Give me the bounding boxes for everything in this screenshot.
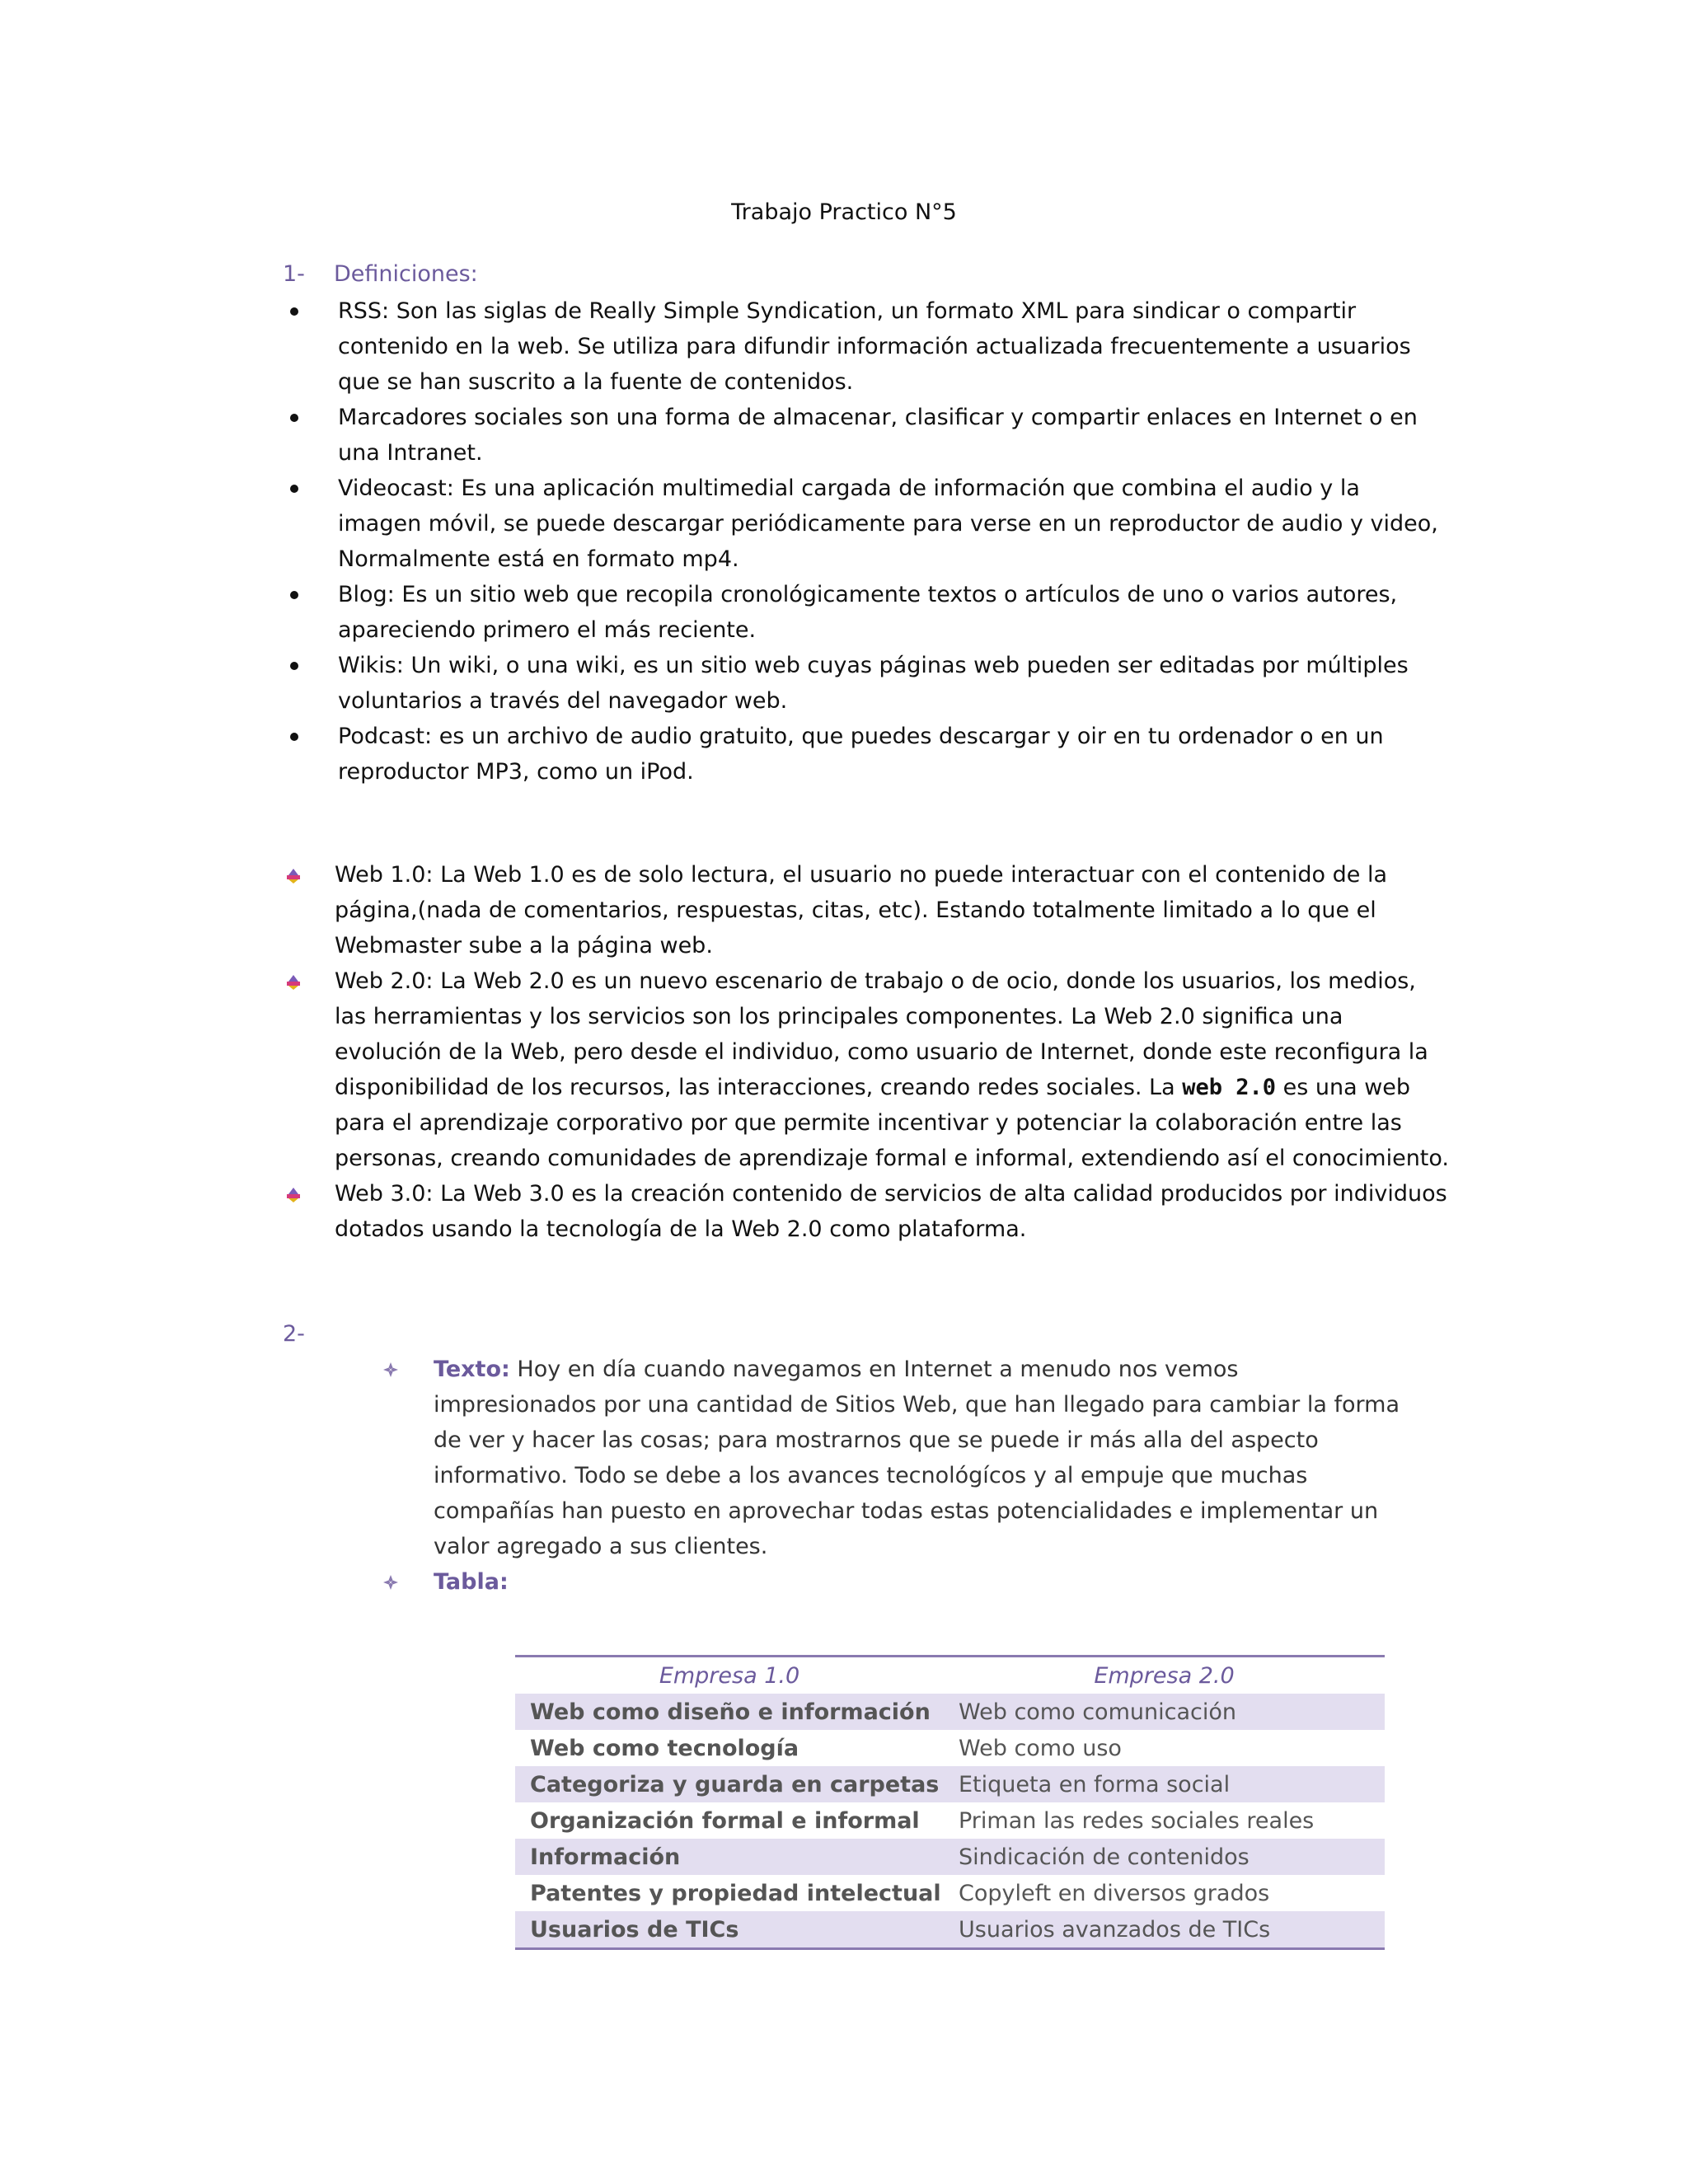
- list-item: Web 1.0: La Web 1.0 es de solo lectura, el usuario no puede interactuar con el contenido de la página,(nada de comentarios, respuestas, citas, etc). Estando totalmente limitado a lo que el Webmaster sube a la página web.: [280, 857, 1451, 963]
- list-item: RSS: Son las siglas de Really Simple Syndication, un formato XML para sindicar o compartir contenido en la web. Se utiliza para difundir información actualizada frecuentemente a usuarios que se han suscrito a la fuente de contenidos.: [272, 293, 1442, 400]
- bullet-icon: [290, 414, 298, 422]
- bullet-icon: [290, 307, 298, 316]
- table-cell: Etiqueta en forma social: [944, 1766, 1385, 1802]
- table-cell: Priman las redes sociales reales: [959, 1807, 1315, 1834]
- column-header: Empresa 1.0: [515, 1657, 944, 1694]
- table-cell: Usuarios avanzados de TICs: [944, 1911, 1385, 1949]
- page-title: Trabajo Practico N°5: [731, 199, 957, 225]
- table-cell: Usuarios de TICs: [515, 1911, 944, 1949]
- list-item: Videocast: Es una aplicación multimedial cargada de información que combina el audio y la imagen móvil, se puede descargar periódicamente para verse en un reproductor de audio y video, Normalmente está en formato mp4.: [272, 471, 1442, 577]
- table-cell: Patentes y propiedad intelectual: [530, 1880, 941, 1906]
- tabla-label: Tabla:: [434, 1569, 509, 1595]
- arrow-bullet-icon: [285, 1187, 302, 1203]
- diamond-bullet-icon: [382, 1574, 399, 1591]
- table-row: [515, 1839, 1385, 1875]
- table-row: [515, 1694, 1385, 1730]
- list-item: Web 3.0: La Web 3.0 es la creación contenido de servicios de alta calidad producidos por individuos dotados usando la tecnología de la Web 2.0 como plataforma.: [280, 1176, 1451, 1247]
- web-versions-list: [280, 857, 1451, 1247]
- table-row: [515, 1875, 1385, 1911]
- texto-body: Hoy en día cuando navegamos en Internet a menudo nos vemos impresionados por una cantidad de Sitios Web, que han llegado para cambiar la forma de ver y hacer las cosas; para mostrarnos que se puede ir más alla del aspecto informativo. Todo se debe a los avances tecnológícos y al empuje que muchas compañías han puesto en aprovechar todas estas potencialidades e implementar un valor agregado a sus clientes.: [434, 1357, 1400, 1559]
- section-2-list: [379, 1352, 1401, 1600]
- table-cell: Web como diseño e información: [515, 1694, 944, 1730]
- table-row: [515, 1730, 1385, 1766]
- list-item: Podcast: es un archivo de audio gratuito, que puedes descargar y oir en tu ordenador o en un reproductor MP3, como un iPod.: [272, 719, 1442, 790]
- table-row: [515, 1911, 1385, 1949]
- table-row: [515, 1802, 1385, 1839]
- texto-label: Texto:: [434, 1357, 510, 1382]
- list-item: [379, 1564, 1401, 1600]
- section-2-number: 2-: [283, 1321, 305, 1347]
- table-header-row: [515, 1657, 1385, 1694]
- list-item: Web 2.0: La Web 2.0 es un nuevo escenario de trabajo o de ocio, donde los usuarios, los medios, las herramientas y los servicios son los principales componentes. La Web 2.0 significa una evolución de la Web, pero desde el individuo, como usuario de Internet, donde este reconfigura la disponibilidad de los recursos, las interacciones, creando redes sociales. La web 2.0 es una web para el aprendizaje corporativo por que permite incentivar y potenciar la colaboración entre las personas, creando comunidades de aprendizaje formal e informal, extendiendo así el conocimiento.: [280, 963, 1451, 1176]
- bullet-icon: [290, 485, 298, 493]
- list-item: Wikis: Un wiki, o una wiki, es un sitio web cuyas páginas web pueden ser editadas por múltiples voluntarios a través del navegador web.: [272, 648, 1442, 719]
- bullet-icon: [290, 733, 298, 741]
- table-cell: Información: [515, 1839, 944, 1875]
- table-cell: Organización formal e informal: [530, 1807, 920, 1834]
- table-cell: Sindicación de contenidos: [944, 1839, 1385, 1875]
- table-cell: Web como tecnología: [530, 1735, 799, 1761]
- list-item: [379, 1352, 1401, 1564]
- list-item: Blog: Es un sitio web que recopila cronológicamente textos o artículos de uno o varios autores, apareciendo primero el más reciente.: [272, 577, 1442, 648]
- table-row: [515, 1766, 1385, 1802]
- definitions-list: [272, 293, 1442, 790]
- section-1-number: 1-: [283, 261, 305, 287]
- table-cell: Categoriza y guarda en carpetas: [515, 1766, 944, 1802]
- arrow-bullet-icon: [285, 974, 302, 991]
- table-cell: Web como uso: [959, 1735, 1122, 1761]
- bullet-icon: [290, 662, 298, 670]
- column-header: Empresa 2.0: [944, 1657, 1385, 1694]
- list-item: Marcadores sociales son una forma de almacenar, clasificar y compartir enlaces en Internet o en una Intranet.: [272, 400, 1442, 471]
- bullet-icon: [290, 591, 298, 599]
- table-cell: Copyleft en diversos grados: [959, 1880, 1270, 1906]
- comparison-table: [515, 1655, 1385, 1950]
- diamond-bullet-icon: [382, 1361, 399, 1378]
- table-cell: Web como comunicación: [944, 1694, 1385, 1730]
- section-1-heading: Definiciones:: [334, 261, 478, 287]
- arrow-bullet-icon: [285, 868, 302, 884]
